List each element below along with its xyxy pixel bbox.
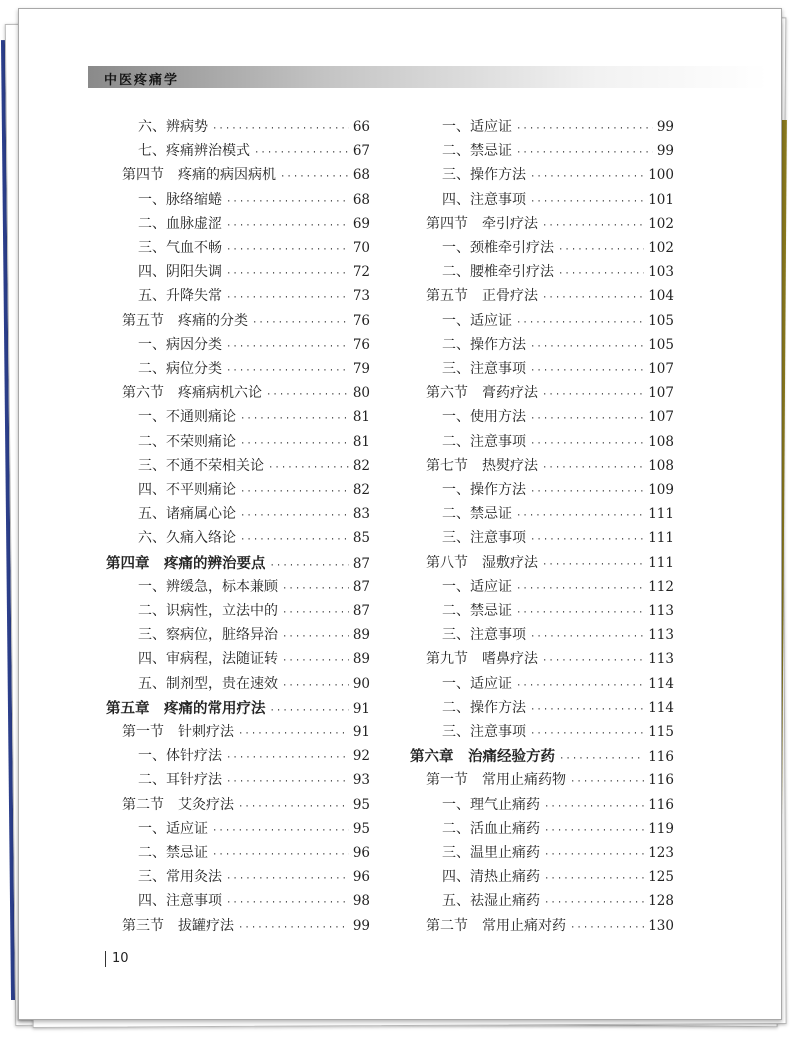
toc-entry-page: 105 [648, 336, 674, 353]
toc-entry [100, 237, 370, 257]
toc-entry [100, 479, 370, 499]
toc-entry-page: 91 [352, 700, 370, 717]
toc-entry-label: 第四节 疼痛的病因病机 [122, 167, 276, 184]
toc-entry-page: 90 [352, 675, 370, 692]
toc-entry [404, 261, 674, 281]
toc-entry-page: 87 [352, 603, 370, 619]
toc-entry-page: 115 [648, 724, 674, 740]
toc-entry-label: 六、辨病势 [138, 119, 208, 135]
toc-entry-page: 100 [648, 167, 674, 184]
toc-entry-page: 76 [352, 336, 370, 353]
toc-entry-page: 107 [648, 409, 674, 426]
toc-entry-label: 三、注意事项 [442, 724, 526, 740]
toc-entry-label: 一、体针疗法 [138, 748, 222, 765]
toc-entry-page: 108 [648, 433, 674, 450]
toc-leader-dots [226, 269, 349, 279]
toc-section-entry [404, 213, 674, 233]
toc-entry-page: 81 [352, 409, 370, 426]
toc-entry [100, 406, 370, 426]
toc-entry [404, 406, 674, 426]
running-header-band [88, 66, 768, 88]
toc-section-entry [404, 552, 674, 572]
toc-leader-dots [240, 439, 349, 449]
toc-entry [100, 285, 370, 305]
toc-entry-label: 三、气血不畅 [138, 240, 222, 256]
toc-leader-dots [212, 826, 349, 836]
toc-entry-label: 第五章 疼痛的常用疗法 [106, 700, 266, 717]
toc-entry-label: 一、操作方法 [442, 482, 526, 498]
toc-entry [100, 842, 370, 862]
toc-entry-page: 67 [352, 143, 370, 160]
toc-entry-label: 第四章 疼痛的辨治要点 [106, 555, 266, 572]
toc-leader-dots [530, 632, 644, 642]
toc-leader-dots [226, 245, 349, 255]
toc-entry-page: 89 [352, 651, 370, 668]
toc-entry-page: 73 [352, 288, 370, 305]
toc-entry-label: 二、识病性，立法中的 [138, 603, 278, 619]
toc-entry-label: 五、升降失常 [138, 288, 222, 305]
toc-leader-dots [530, 535, 644, 545]
toc-entry-page: 111 [648, 530, 674, 547]
toc-section-entry [404, 285, 674, 305]
toc-entry-label: 第六章 治痛经验方药 [410, 749, 555, 766]
toc-leader-dots [226, 197, 349, 207]
toc-leader-dots [238, 729, 349, 739]
toc-leader-dots [516, 511, 644, 521]
toc-entry [100, 189, 370, 209]
toc-entry-label: 四、注意事项 [138, 893, 222, 910]
toc-entry-page: 128 [648, 893, 674, 910]
toc-entry-page: 87 [352, 555, 370, 572]
toc-entry-label: 四、审病程，法随证转 [138, 651, 278, 668]
toc-entry [404, 697, 674, 717]
toc-entry-label: 五、祛湿止痛药 [442, 893, 540, 910]
toc-entry [100, 431, 370, 451]
toc-entry-label: 第六节 膏药疗法 [426, 385, 538, 402]
toc-section-entry [404, 648, 674, 668]
toc-chapter-entry [100, 697, 370, 717]
toc-entry-page: 111 [648, 554, 674, 571]
toc-entry [100, 769, 370, 789]
toc-leader-dots [516, 681, 644, 691]
toc-leader-dots [240, 535, 349, 545]
toc-entry [404, 431, 674, 451]
toc-entry-label: 一、适应证 [442, 119, 512, 135]
toc-leader-dots [542, 221, 644, 231]
toc-entry-page: 109 [648, 482, 674, 498]
toc-leader-dots [282, 584, 349, 594]
toc-entry-page: 104 [648, 288, 674, 305]
toc-entry-page: 107 [648, 385, 674, 402]
toc-entry [100, 866, 370, 886]
toc-entry [404, 527, 674, 547]
toc-leader-dots [544, 898, 644, 908]
toc-entry-label: 一、不通则痛论 [138, 409, 236, 426]
toc-entry-page: 98 [352, 893, 370, 910]
toc-entry-label: 一、适应证 [442, 312, 512, 329]
toc-leader-dots [212, 124, 349, 134]
toc-entry-label: 二、注意事项 [442, 433, 526, 450]
toc-entry-label: 四、阴阳失调 [138, 264, 222, 281]
toc-leader-dots [530, 197, 644, 207]
toc-entry [404, 624, 674, 644]
toc-entry [100, 576, 370, 596]
toc-entry-label: 三、常用灸法 [138, 869, 222, 886]
toc-entry-page: 83 [352, 506, 370, 523]
toc-entry-label: 三、操作方法 [442, 167, 526, 184]
toc-entry [404, 673, 674, 693]
toc-entry-label: 四、不平则痛论 [138, 482, 236, 498]
toc-entry-page: 125 [648, 869, 674, 886]
toc-leader-dots [570, 923, 644, 933]
toc-section-entry [404, 915, 674, 935]
toc-entry-page: 95 [352, 796, 370, 813]
toc-entry-label: 二、活血止痛药 [442, 820, 540, 837]
toc-entry-label: 第八节 湿敷疗法 [426, 554, 538, 571]
toc-section-entry [100, 310, 370, 330]
toc-entry [404, 334, 674, 354]
toc-entry-page: 101 [648, 191, 674, 208]
toc-entry [100, 261, 370, 281]
toc-entry-page: 95 [352, 820, 370, 837]
toc-entry-label: 第一节 常用止痛药物 [426, 772, 566, 789]
toc-leader-dots [516, 124, 653, 134]
toc-leader-dots [254, 148, 349, 158]
toc-entry-page: 82 [352, 457, 370, 474]
toc-leader-dots [268, 463, 349, 473]
toc-leader-dots [544, 826, 644, 836]
toc-leader-dots [282, 608, 349, 618]
toc-entry-page: 80 [352, 385, 370, 402]
toc-entry-label: 一、颈椎牵引疗法 [442, 240, 554, 256]
toc-entry-label: 三、注意事项 [442, 361, 526, 377]
toc-entry-label: 一、理气止痛药 [442, 796, 540, 813]
toc-entry-label: 三、注意事项 [442, 627, 526, 644]
toc-entry-label: 二、病位分类 [138, 361, 222, 377]
toc-leader-dots [226, 366, 349, 376]
toc-leader-dots [516, 318, 644, 328]
toc-leader-dots [226, 221, 349, 231]
toc-entry [404, 116, 674, 136]
toc-entry-label: 三、察病位，脏络异治 [138, 627, 278, 644]
toc-entry [404, 721, 674, 741]
toc-entry-label: 五、制剂型，贵在速效 [138, 675, 278, 692]
toc-leader-dots [226, 874, 349, 884]
toc-entry-label: 四、清热止痛药 [442, 869, 540, 886]
toc-entry-label: 二、腰椎牵引疗法 [442, 264, 554, 281]
toc-leader-dots [270, 706, 349, 716]
toc-leader-dots [544, 802, 644, 812]
toc-leader-dots [240, 511, 349, 521]
toc-entry-page: 68 [352, 191, 370, 208]
toc-section-entry [100, 721, 370, 741]
toc-entry-label: 第九节 嗜鼻疗法 [426, 651, 538, 668]
toc-leader-dots [238, 923, 349, 933]
toc-leader-dots [530, 729, 644, 739]
toc-chapter-entry [404, 745, 674, 765]
toc-entry-label: 一、适应证 [442, 578, 512, 595]
toc-leader-dots [544, 850, 644, 860]
toc-leader-dots [542, 463, 644, 473]
toc-entry [100, 213, 370, 233]
toc-section-entry [100, 164, 370, 184]
toc-entry-label: 一、适应证 [138, 820, 208, 837]
toc-entry-label: 二、禁忌证 [442, 506, 512, 523]
running-header-title: 中医疼痛学 [104, 73, 180, 88]
toc-leader-dots [542, 656, 644, 666]
toc-entry-page: 81 [352, 433, 370, 450]
toc-entry-page: 69 [352, 215, 370, 232]
toc-entry-page: 130 [648, 917, 674, 934]
toc-entry-page: 76 [352, 312, 370, 329]
toc-leader-dots [226, 342, 349, 352]
toc-entry-label: 二、不荣则痛论 [138, 433, 236, 450]
toc-entry-page: 72 [352, 264, 370, 281]
toc-leader-dots [252, 318, 349, 328]
toc-leader-dots [516, 608, 644, 618]
toc-entry [100, 673, 370, 693]
toc-entry [404, 576, 674, 596]
toc-entry-label: 第七节 热熨疗法 [426, 457, 538, 474]
toc-leader-dots [530, 414, 644, 424]
toc-entry-label: 二、禁忌证 [442, 143, 512, 160]
toc-leader-dots [558, 269, 644, 279]
toc-entry [404, 794, 674, 814]
toc-entry [404, 189, 674, 209]
toc-entry [100, 116, 370, 136]
toc-entry-page: 89 [352, 627, 370, 644]
toc-entry-page: 70 [352, 240, 370, 256]
toc-entry [404, 164, 674, 184]
toc-entry-page: 85 [352, 530, 370, 547]
toc-leader-dots [282, 681, 349, 691]
toc-leader-dots [270, 561, 349, 571]
toc-entry-page: 114 [648, 675, 674, 692]
toc-entry-label: 第五节 正骨疗法 [426, 288, 538, 305]
toc-entry-label: 三、注意事项 [442, 530, 526, 547]
toc-entry-page: 82 [352, 482, 370, 498]
toc-entry [404, 866, 674, 886]
toc-entry-label: 二、禁忌证 [138, 845, 208, 861]
toc-entry [100, 358, 370, 378]
toc-entry [404, 310, 674, 330]
toc-leader-dots [266, 390, 349, 400]
toc-entry-page: 87 [352, 578, 370, 595]
toc-entry [100, 745, 370, 765]
toc-leader-dots [542, 390, 644, 400]
toc-leader-dots [238, 802, 349, 812]
toc-entry [100, 648, 370, 668]
toc-section-entry [404, 769, 674, 789]
toc-leader-dots [240, 487, 349, 497]
toc-leader-dots [282, 632, 349, 642]
toc-section-entry [100, 794, 370, 814]
toc-entry-label: 第二节 常用止痛对药 [426, 917, 566, 934]
toc-entry-page: 103 [648, 264, 674, 281]
toc-entry-page: 123 [648, 845, 674, 861]
toc-entry-label: 二、耳针疗法 [138, 772, 222, 789]
toc-leader-dots [226, 898, 349, 908]
footer-rule [105, 951, 106, 967]
toc-entry-label: 七、疼痛辨治模式 [138, 143, 250, 160]
toc-entry-page: 113 [648, 651, 674, 668]
toc-entry-page: 96 [352, 845, 370, 861]
toc-leader-dots [226, 777, 349, 787]
toc-entry-label: 二、血脉虚涩 [138, 215, 222, 232]
toc-leader-dots [542, 560, 644, 570]
toc-leader-dots [280, 172, 349, 182]
toc-entry-page: 92 [352, 748, 370, 765]
toc-entry [100, 818, 370, 838]
toc-entry-label: 一、辨缓急，标本兼顾 [138, 578, 278, 595]
toc-entry [100, 455, 370, 475]
toc-entry [404, 503, 674, 523]
toc-entry-label: 一、适应证 [442, 675, 512, 692]
toc-entry [100, 334, 370, 354]
toc-entry [404, 818, 674, 838]
toc-entry-label: 第二节 艾灸疗法 [122, 796, 234, 813]
toc-entry-page: 113 [648, 627, 674, 644]
toc-entry [100, 890, 370, 910]
toc-section-entry [404, 382, 674, 402]
toc-entry-page: 116 [648, 772, 674, 789]
toc-leader-dots [530, 172, 644, 182]
toc-entry [404, 479, 674, 499]
toc-entry-page: 99 [656, 143, 674, 160]
toc-entry [404, 140, 674, 160]
toc-entry-label: 三、不通不荣相关论 [138, 457, 264, 474]
toc-entry-label: 三、温里止痛药 [442, 845, 540, 861]
toc-section-entry [404, 455, 674, 475]
toc-entry [404, 237, 674, 257]
toc-leader-dots [542, 293, 644, 303]
toc-entry-page: 114 [648, 699, 674, 716]
toc-entry-page: 119 [648, 820, 674, 837]
toc-entry-page: 66 [352, 119, 370, 135]
toc-leader-dots [570, 777, 644, 787]
toc-chapter-entry [100, 552, 370, 572]
toc-entry-page: 102 [648, 215, 674, 232]
toc-entry-label: 第四节 牵引疗法 [426, 215, 538, 232]
toc-entry-label: 一、脉络缩蜷 [138, 191, 222, 208]
toc-leader-dots [240, 414, 349, 424]
toc-entry-page: 108 [648, 457, 674, 474]
toc-entry [100, 527, 370, 547]
toc-entry-label: 一、使用方法 [442, 409, 526, 426]
toc-entry-page: 91 [352, 724, 370, 740]
toc-entry-page: 112 [648, 578, 674, 595]
toc-entry-label: 六、久痛入络论 [138, 530, 236, 547]
toc-entry-label: 第五节 疼痛的分类 [122, 312, 248, 329]
toc-leader-dots [544, 874, 644, 884]
toc-entry-page: 79 [352, 361, 370, 377]
toc-entry [100, 140, 370, 160]
toc-entry [404, 842, 674, 862]
toc-entry-page: 68 [352, 167, 370, 184]
toc-entry-label: 二、禁忌证 [442, 603, 512, 619]
toc-entry-page: 116 [648, 796, 674, 813]
toc-leader-dots [516, 148, 653, 158]
toc-entry-label: 第一节 针刺疗法 [122, 724, 234, 740]
toc-leader-dots [530, 342, 644, 352]
toc-section-entry [100, 915, 370, 935]
toc-entry [404, 600, 674, 620]
toc-entry-label: 五、诸痛属心论 [138, 506, 236, 523]
toc-leader-dots [516, 584, 644, 594]
toc-entry-label: 二、操作方法 [442, 699, 526, 716]
toc-entry [100, 503, 370, 523]
toc-entry-page: 99 [352, 917, 370, 934]
toc-entry-label: 二、操作方法 [442, 336, 526, 353]
toc-entry-page: 96 [352, 869, 370, 886]
toc-entry-label: 四、注意事项 [442, 191, 526, 208]
toc-entry-label: 一、病因分类 [138, 336, 222, 353]
toc-entry-page: 107 [648, 361, 674, 377]
toc-leader-dots [226, 293, 349, 303]
toc-entry-page: 105 [648, 312, 674, 329]
toc-leader-dots [530, 705, 644, 715]
page-number: 10 [112, 951, 129, 966]
toc-leader-dots [558, 245, 644, 255]
toc-entry-page: 111 [648, 506, 674, 523]
toc-entry-page: 99 [656, 119, 674, 135]
toc-entry-label: 第三节 拔罐疗法 [122, 917, 234, 934]
toc-leader-dots [530, 487, 644, 497]
toc-leader-dots [212, 850, 349, 860]
toc-entry-page: 116 [648, 749, 674, 766]
toc-leader-dots [530, 366, 644, 376]
toc-entry-page: 113 [648, 603, 674, 619]
toc-entry-page: 102 [648, 240, 674, 256]
toc-leader-dots [530, 439, 644, 449]
toc-entry [404, 890, 674, 910]
toc-leader-dots [226, 753, 349, 763]
toc-leader-dots [282, 656, 349, 666]
toc-entry [100, 624, 370, 644]
toc-entry [100, 600, 370, 620]
toc-leader-dots [559, 754, 644, 764]
toc-entry [404, 358, 674, 378]
toc-section-entry [100, 382, 370, 402]
toc-entry-page: 93 [352, 772, 370, 789]
toc-entry-label: 第六节 疼痛病机六论 [122, 385, 262, 402]
